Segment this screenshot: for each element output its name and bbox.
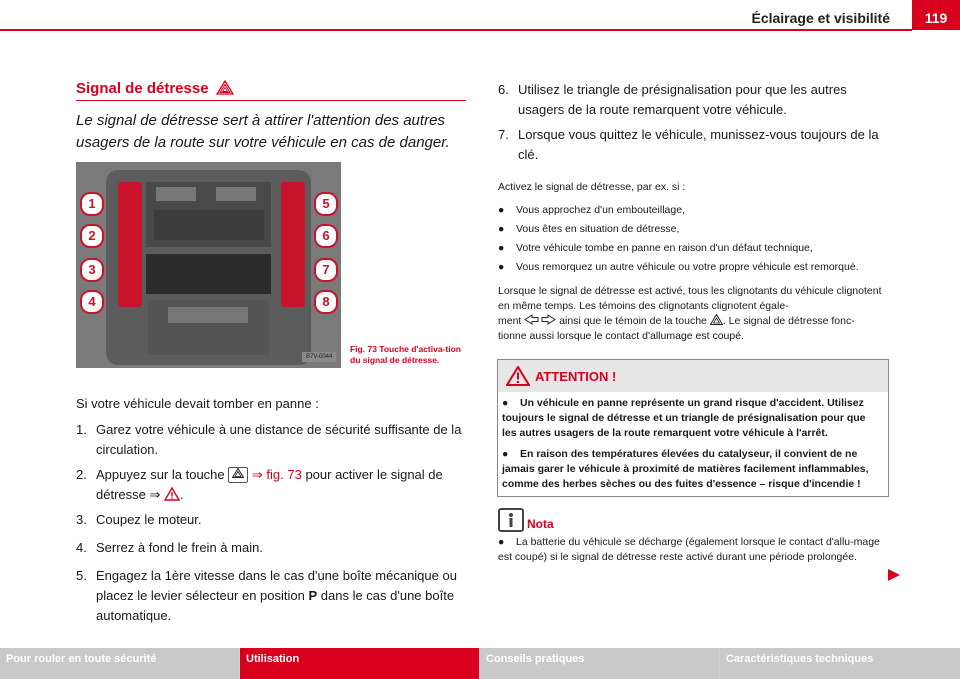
step-6: 6. Utilisez le triangle de présignalisation pour que les autres usagers de la route remarquent votre véhicule. — [498, 82, 847, 117]
footer-tab-safety[interactable]: Pour rouler en toute sécurité — [0, 648, 239, 679]
hazard-indicator-icon — [710, 314, 723, 325]
attention-item-2: ● En raison des températures élevées du catalyseur, il convient de ne jamais garer le véhicule à proximité de matières facilement inflammables, comme des herbes sèches ou des fuites d'essence – risque d'incendie ! — [502, 448, 869, 490]
step-1: 1. Garez votre véhicule à une distance de sécurité suffisante de la circulation. — [76, 422, 462, 457]
header-rule — [0, 29, 912, 31]
footer-tab-conseils[interactable]: Conseils pratiques — [480, 648, 719, 679]
nota-title: Nota — [527, 517, 554, 531]
callout-3: 3 — [80, 258, 104, 282]
figure-code: B7V-0044 — [306, 354, 333, 360]
turn-signal-indicator-icon — [524, 314, 556, 325]
running-header: Éclairage et visibilité — [751, 10, 890, 26]
bullet-3: ● Votre véhicule tombe en panne en raison d'un défaut technique, — [498, 242, 813, 254]
hazard-key-icon — [228, 467, 248, 483]
callout-4: 4 — [80, 290, 104, 314]
footer-tab-utilisation[interactable]: Utilisation — [240, 648, 479, 679]
figure-reference-link[interactable]: ⇒ fig. 73 — [251, 467, 302, 482]
section-lead: Le signal de détresse sert à attirer l'attention des autres usagers de la route sur votre véhicule en cas de danger. — [76, 112, 450, 151]
callout-6: 6 — [314, 224, 338, 248]
bullet-1: ● Vous approchez d'un embouteillage, — [498, 204, 685, 216]
nota-item: ● La batterie du véhicule se décharge (également lorsque le contact d'allu-mage est coupé) si le signal de détresse reste activé durant une période prolongée. — [498, 536, 880, 563]
figure-caption: Fig. 73 Touche d'activa-tion du signal de détresse. — [350, 344, 461, 365]
next-page-arrow-icon[interactable] — [887, 568, 901, 582]
activate-intro: Activez le signal de détresse, par ex. si : — [498, 181, 686, 193]
callout-2: 2 — [80, 224, 104, 248]
attention-item-1: ● Un véhicule en panne représente un grand risque d'accident. Utilisez toujours le signal de détresse et un triangle de présignalisation pour que les autres usagers de la route remarquent votre véhicule à l'arrêt. — [502, 397, 866, 439]
dashboard-illustration — [76, 162, 341, 368]
bullet-2: ● Vous êtes en situation de détresse, — [498, 223, 680, 235]
attention-header — [498, 360, 888, 392]
hazard-triangle-icon — [216, 80, 234, 95]
page-number: 119 — [912, 0, 960, 30]
step-5: 5. Engagez la 1ère vitesse dans le cas d'une boîte mécanique ou placez le levier sélecteur en position P dans le cas d'une boîte automatique. — [76, 568, 457, 623]
footer-tab-caracteristiques[interactable]: Caractéristiques techniques — [720, 648, 960, 679]
callout-7: 7 — [314, 258, 338, 282]
hazard-explanation: Lorsque le signal de détresse est activé, tous les clignotants du véhicule clignotent en même temps. Les témoins des clignotants clignotent égale- ment ainsi que le témoin de la touche . Le signal de détresse fonc- tionne aussi lorsque le contact d'allumage est coupé. — [498, 285, 882, 342]
step-2: 2. Appuyez sur la touche ⇒ fig. 73 pour activer le signal de détresse ⇒ . — [76, 467, 443, 502]
callout-5: 5 — [314, 192, 338, 216]
warning-icon — [164, 487, 180, 501]
section-title — [76, 80, 234, 97]
warning-icon — [506, 366, 530, 386]
bullet-4: ● Vous remorquez un autre véhicule ou votre propre véhicule est remorqué. — [498, 261, 859, 273]
intro-text: Si votre véhicule devait tomber en panne : — [76, 396, 319, 411]
note-icon — [498, 508, 524, 532]
attention-title: ATTENTION ! — [535, 369, 617, 384]
section-rule — [76, 100, 466, 101]
step-7: 7. Lorsque vous quittez le véhicule, munissez-vous toujours de la clé. — [498, 127, 879, 162]
section-title-text: Signal de détresse — [76, 80, 209, 97]
attention-box — [497, 359, 889, 497]
callout-1: 1 — [80, 192, 104, 216]
callout-8: 8 — [314, 290, 338, 314]
figure-dashboard-photo — [76, 162, 341, 368]
